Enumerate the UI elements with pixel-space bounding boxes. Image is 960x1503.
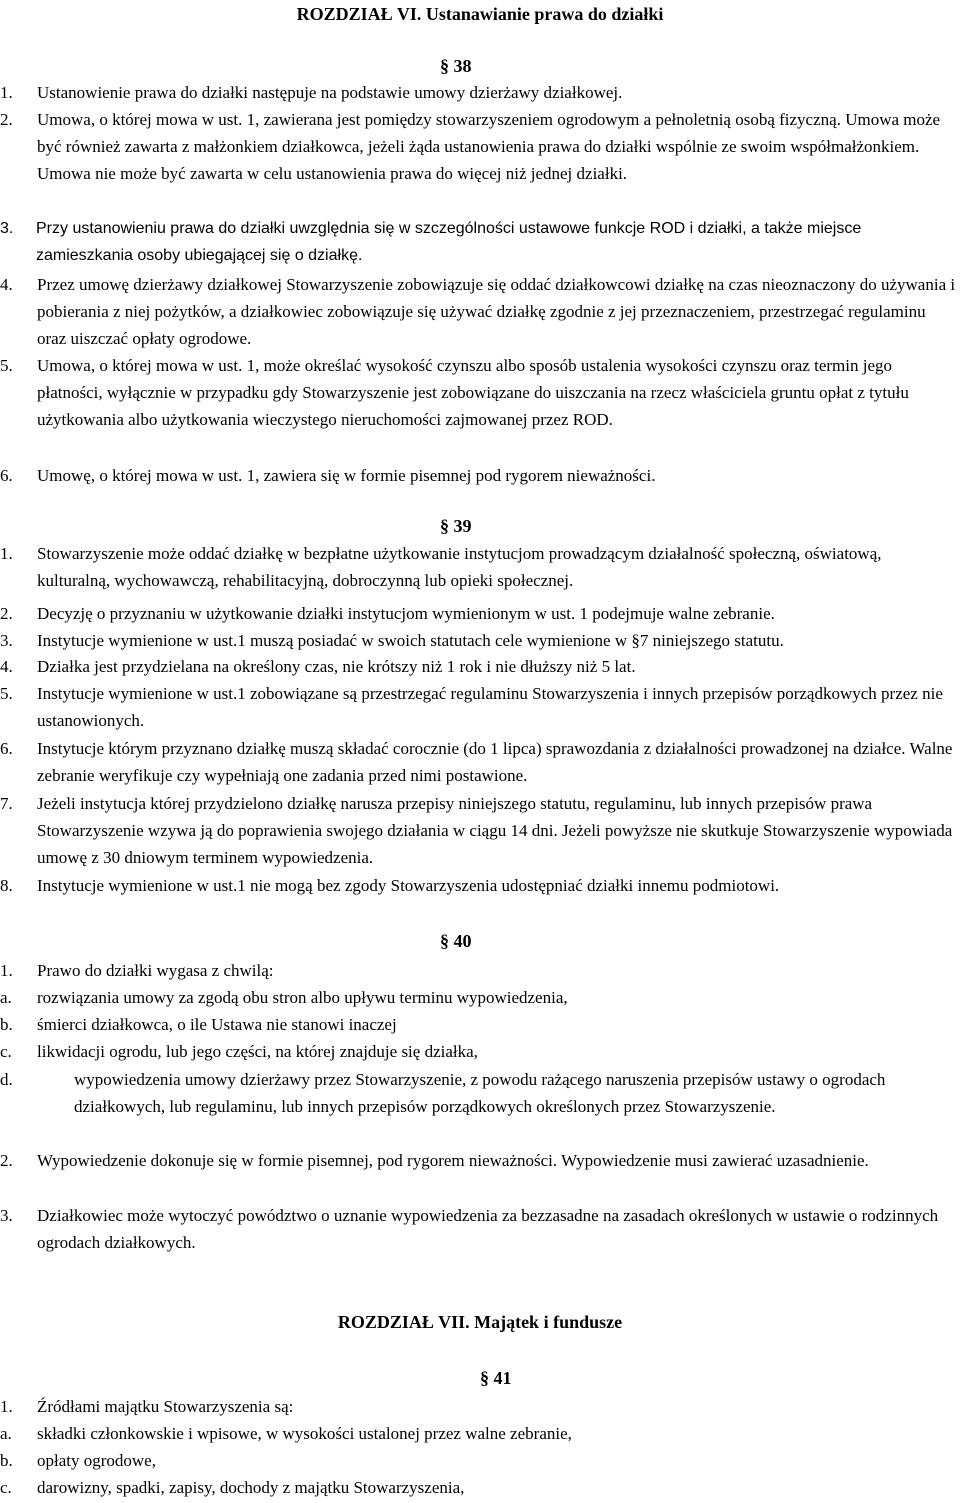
item-text: Przy ustanowieniu prawa do działki uwzględnia się w szczególności ustawowe funkcje ROD i działki, a także miejsce zamieszkania osoby ubiegającej się o działkę. xyxy=(36,220,862,264)
list-item xyxy=(0,215,958,269)
item-text: Instytucje wymienione w ust.1 muszą posiadać w swoich statutach cele wymienione w §7 niniejszego statutu. xyxy=(37,631,784,650)
item-number: 1. xyxy=(0,961,13,980)
sub-item-text: darowizny, spadki, zapisy, dochody z majątku Stowarzyszenia, xyxy=(37,1478,465,1497)
item-number: 3. xyxy=(0,220,14,237)
list-item xyxy=(0,790,958,871)
item-text: Prawo do działki wygasa z chwilą: xyxy=(37,961,274,980)
paragraph-heading: § 41 xyxy=(480,1368,512,1388)
item-text: Wypowiedzenie dokonuje się w formie pisemnej, pod rygorem nieważności. Wypowiedzenie musi zawierać uzasadnienie. xyxy=(37,1151,869,1170)
item-number: 2. xyxy=(0,1151,13,1170)
sub-item-text: likwidacji ogrodu, lub jego części, na której znajduje się działka, xyxy=(37,1042,478,1061)
item-text: Decyzję o przyznaniu w użytkowanie działki instytucjom wymienionym w ust. 1 podejmuje walne zebranie. xyxy=(37,604,775,623)
item-number: 2. xyxy=(0,604,13,623)
item-text: Umowę, o której mowa w ust. 1, zawiera się w formie pisemnej pod rygorem nieważności. xyxy=(37,466,656,485)
chapter-title: ROZDZIAŁ VI. Ustanawianie prawa do działki xyxy=(296,4,664,24)
list-item xyxy=(0,600,958,627)
sub-item xyxy=(0,984,958,1011)
item-text: Instytucje którym przyznano działkę muszą składać corocznie (do 1 lipca) sprawozdania z działalności prowadzonej na działce. Walne zebranie weryfikuje czy wypełniają one zadania przed nimi postawione. xyxy=(37,739,953,785)
sub-item-letter: b. xyxy=(0,1015,13,1034)
sub-item-text: wypowiedzenia umowy dzierżawy przez Stowarzyszenie, z powodu rażącego naruszenia przepisów ustawy o ogrodach działkowych, lub regulaminu, lub innych przepisów porządkowych określonych przez Stowarzyszenie. xyxy=(74,1070,886,1116)
list-item xyxy=(0,957,958,984)
list-item xyxy=(0,872,958,899)
list-item xyxy=(0,540,958,594)
item-number: 2. xyxy=(0,110,13,129)
list-item xyxy=(0,627,958,654)
sub-item-text: śmierci działkowca, o ile Ustawa nie stanowi inaczej xyxy=(37,1015,397,1034)
sub-item-letter: c. xyxy=(0,1478,12,1497)
paragraph-heading: § 38 xyxy=(440,56,472,76)
item-number: 1. xyxy=(0,83,13,102)
item-number: 1. xyxy=(0,1397,13,1416)
sub-item xyxy=(0,1474,958,1501)
sub-item xyxy=(0,1447,958,1474)
sub-item-letter: a. xyxy=(0,988,12,1007)
sub-item xyxy=(0,1011,958,1038)
item-number: 6. xyxy=(0,466,13,485)
item-number: 6. xyxy=(0,739,13,758)
item-number: 3. xyxy=(0,1206,13,1225)
item-text: Instytucje wymienione w ust.1 zobowiązane są przestrzegać regulaminu Stowarzyszenia i innych przepisów porządkowych przez nie ustanowionych. xyxy=(37,684,943,730)
sub-item-letter: b. xyxy=(0,1451,13,1470)
item-text: Umowa, o której mowa w ust. 1, zawierana jest pomiędzy stowarzyszeniem ogrodowym a pełnoletnią osobą fizyczną. Umowa może być również zawarta z małżonkiem działkowca, jeżeli żąda ustanowienia prawa do działki wspólnie ze swoim współmałżonkiem. Umowa nie może być zawarta w celu ustanowienia prawa do więcej niż jednej działki. xyxy=(37,110,941,183)
sub-item xyxy=(0,1066,958,1120)
sub-item-letter: c. xyxy=(0,1042,12,1061)
item-number: 1. xyxy=(0,544,13,563)
item-text: Działkowiec może wytoczyć powództwo o uznanie wypowiedzenia za bezzasadne na zasadach określonych w ustawie o rodzinnych ogrodach działkowych. xyxy=(37,1206,939,1252)
list-item xyxy=(0,1393,958,1420)
list-item xyxy=(0,352,958,433)
list-item xyxy=(0,653,958,680)
list-item xyxy=(0,79,958,106)
sub-item-letter: d. xyxy=(0,1070,13,1089)
item-number: 7. xyxy=(0,794,13,813)
sub-item-letter: a. xyxy=(0,1424,12,1443)
item-text: Stowarzyszenie może oddać działkę w bezpłatne użytkowanie instytucjom prowadzącym działalność społeczną, oświatową, kulturalną, wychowawczą, rehabilitacyjną, dobroczynną lub opieki społecznej. xyxy=(37,544,882,590)
list-item xyxy=(0,106,958,187)
list-item xyxy=(0,1202,958,1256)
list-item xyxy=(0,271,958,352)
paragraph-heading: § 40 xyxy=(440,931,472,951)
list-item xyxy=(0,680,958,734)
sub-item-text: rozwiązania umowy za zgodą obu stron albo upływu terminu wypowiedzenia, xyxy=(37,988,568,1007)
item-number: 8. xyxy=(0,876,13,895)
item-text: Przez umowę dzierżawy działkowej Stowarzyszenie zobowiązuje się oddać działkowcowi działkę na czas nieoznaczony do używania i pobierania z niej pożytków, a działkowiec zobowiązuje się używać działkę zgodnie z jej przeznaczeniem, przestrzegać regulaminu oraz uiszczać opłaty ogrodowe. xyxy=(37,275,956,348)
item-number: 4. xyxy=(0,275,13,294)
item-text: Ustanowienie prawa do działki następuje na podstawie umowy dzierżawy działkowej. xyxy=(37,83,623,102)
item-text: Jeżeli instytucja której przydzielono działkę narusza przepisy niniejszego statutu, regulaminu, lub innych przepisów prawa Stowarzyszenie wzywa ją do poprawienia swojego działania w ciągu 14 dni. Jeżeli powyższe nie skutkuje Stowarzyszenie wypowiada umowę z 30 dniowym terminem wypowiedzenia. xyxy=(37,794,953,867)
item-text: Instytucje wymienione w ust.1 nie mogą bez zgody Stowarzyszenia udostępniać działki innemu podmiotowi. xyxy=(37,876,780,895)
sub-item xyxy=(0,1038,958,1065)
sub-item xyxy=(0,1420,958,1447)
list-item xyxy=(0,462,958,489)
list-item xyxy=(0,1147,958,1174)
sub-item-text: opłaty ogrodowe, xyxy=(37,1451,156,1470)
item-number: 4. xyxy=(0,657,13,676)
item-number: 5. xyxy=(0,684,13,703)
list-item xyxy=(0,735,958,789)
item-text: Działka jest przydzielana na określony czas, nie krótszy niż 1 rok i nie dłuższy niż 5 lat. xyxy=(37,657,636,676)
item-number: 3. xyxy=(0,631,13,650)
item-text: Umowa, o której mowa w ust. 1, może określać wysokość czynszu albo sposób ustalenia wysokości czynszu oraz termin jego płatności, wyłącznie w przypadku gdy Stowarzyszenie jest zobowiązane do uiszczania na rzecz właściciela gruntu opłat z tytułu użytkowania albo użytkowania wieczystego nieruchomości zajmowanej przez ROD. xyxy=(37,356,909,429)
sub-item-text: składki członkowskie i wpisowe, w wysokości ustalonej przez walne zebranie, xyxy=(37,1424,572,1443)
item-text: Źródłami majątku Stowarzyszenia są: xyxy=(37,1397,294,1416)
chapter-title: ROZDZIAŁ VII. Majątek i fundusze xyxy=(337,1312,623,1332)
item-number: 5. xyxy=(0,356,13,375)
paragraph-heading: § 39 xyxy=(440,516,472,536)
